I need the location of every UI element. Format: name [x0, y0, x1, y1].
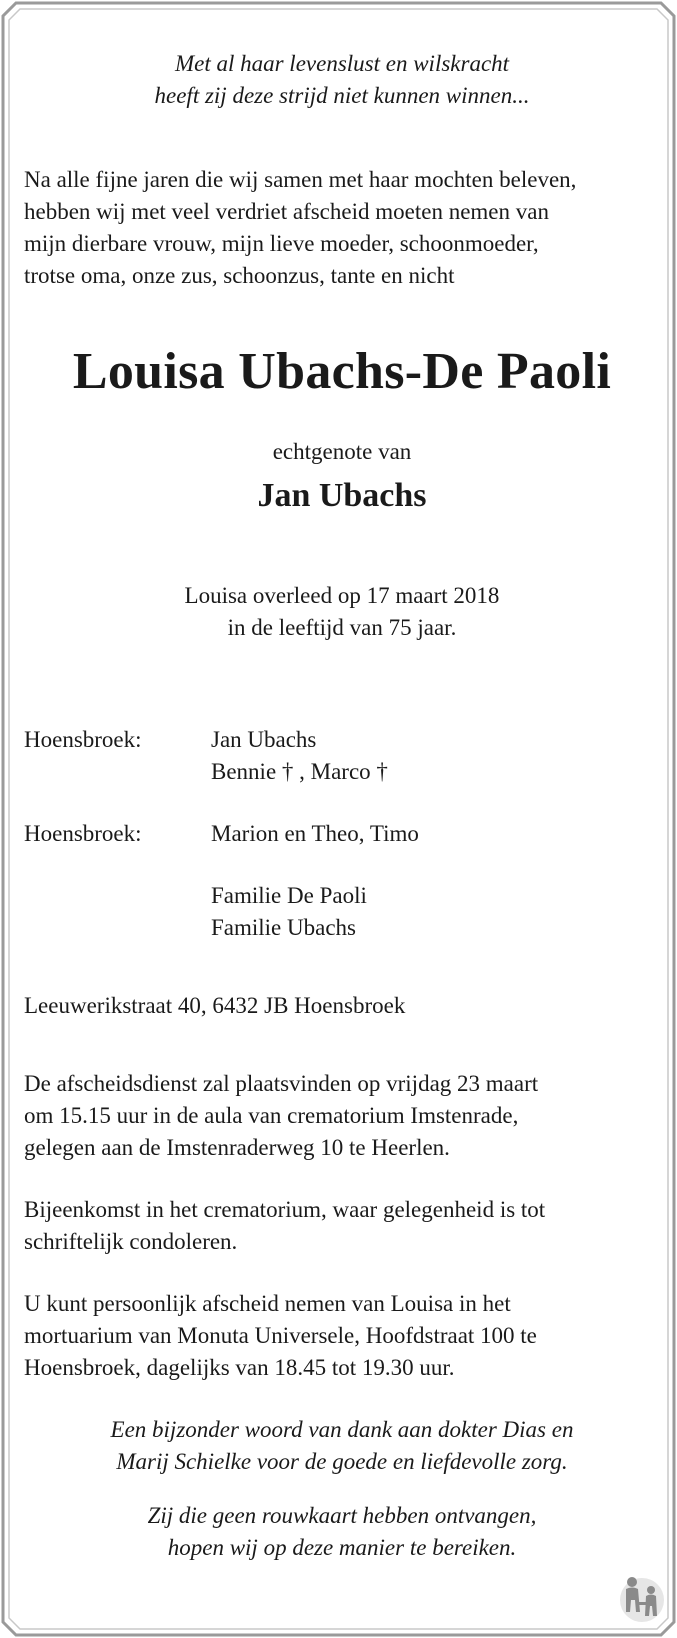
family-group [24, 880, 660, 944]
gathering-line: Bijeenkomst in het crematorium, waar gelegenheid is tot [24, 1197, 546, 1222]
family-silhouette-logo-icon [618, 1572, 666, 1624]
service-info [24, 1068, 660, 1164]
deceased-name: Louisa Ubachs-De Paoli [72, 343, 612, 400]
death-info-line: in de leeftijd van 75 jaar. [227, 615, 457, 640]
intro-line: hebben wij met veel verdriet afscheid moeten nemen van [24, 199, 549, 224]
gathering-line: schriftelijk condoleren. [24, 1229, 238, 1254]
intro-text [24, 164, 660, 292]
death-info-line: Louisa overleed op 17 maart 2018 [184, 583, 500, 608]
intro-line: trotse oma, onze zus, schoonzus, tante en nicht [24, 263, 455, 288]
family-list [24, 724, 660, 944]
obituary-notice [24, 48, 660, 1564]
family-member: Jan Ubachs [211, 727, 317, 752]
thanks-line: Een bijzonder woord van dank aan dokter Dias en [110, 1417, 574, 1442]
motto-line: Met al haar levenslust en wilskracht [174, 51, 510, 76]
family-place [24, 880, 211, 944]
thanks-line: Marij Schielke voor de goede en liefdevolle zorg. [116, 1449, 568, 1474]
motto-line: heeft zij deze strijd niet kunnen winnen... [154, 83, 530, 108]
family-group [24, 724, 660, 788]
family-names [211, 724, 660, 788]
family-names [211, 880, 660, 944]
service-line: De afscheidsdienst zal plaatsvinden op vrijdag 23 maart [24, 1071, 539, 1096]
thanks-note [24, 1414, 660, 1478]
motto [24, 48, 660, 112]
no-card-note [24, 1500, 660, 1564]
intro-line: mijn dierbare vrouw, mijn lieve moeder, schoonmoeder, [24, 231, 539, 256]
no-card-line: hopen wij op deze manier te bereiken. [167, 1535, 517, 1560]
spouse-label: echtgenote van [272, 439, 412, 464]
family-member: Bennie † , Marco † [211, 759, 388, 784]
family-names [211, 818, 660, 850]
no-card-line: Zij die geen rouwkaart hebben ontvangen, [147, 1503, 537, 1528]
family-place: Hoensbroek: [24, 821, 142, 846]
viewing-line: U kunt persoonlijk afscheid nemen van Louisa in het [24, 1291, 511, 1316]
viewing-line: Hoensbroek, dagelijks van 18.45 tot 19.30 uur. [24, 1355, 455, 1380]
family-member: Familie De Paoli [211, 883, 367, 908]
viewing-line: mortuarium van Monuta Universele, Hoofdstraat 100 te [24, 1323, 537, 1348]
family-place: Hoensbroek: [24, 727, 142, 752]
service-line: om 15.15 uur in de aula van crematorium Imstenrade, [24, 1103, 519, 1128]
death-info [24, 580, 660, 644]
gathering-info [24, 1194, 660, 1258]
family-member: Familie Ubachs [211, 915, 356, 940]
viewing-info [24, 1288, 660, 1384]
service-line: gelegen aan de Imstenraderweg 10 te Heerlen. [24, 1135, 450, 1160]
home-address: Leeuwerikstraat 40, 6432 JB Hoensbroek [24, 993, 406, 1018]
family-member: Marion en Theo, Timo [211, 821, 419, 846]
intro-line: Na alle fijne jaren die wij samen met haar mochten beleven, [24, 167, 577, 192]
family-group [24, 818, 660, 850]
spouse-name: Jan Ubachs [257, 477, 427, 514]
